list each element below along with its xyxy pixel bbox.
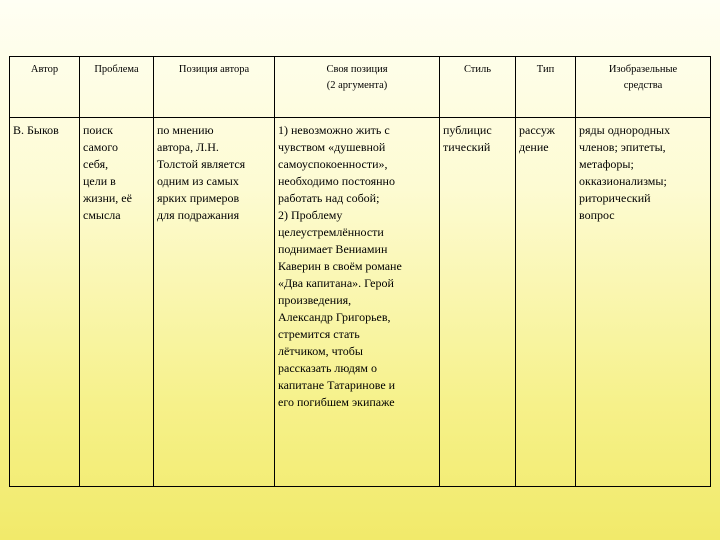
header-row bbox=[10, 57, 711, 118]
cell-means-text: ряды однородных членов; эпитеты, метафоры; окказионализмы; риторический вопрос bbox=[579, 123, 671, 222]
cell-problem bbox=[80, 118, 154, 487]
cell-author bbox=[10, 118, 80, 487]
cell-author-position bbox=[154, 118, 275, 487]
header-author-position bbox=[154, 57, 275, 118]
header-type-label: Тип bbox=[536, 64, 555, 75]
header-author-position-label: Позиция автора bbox=[178, 64, 250, 75]
header-author-label: Автор bbox=[30, 64, 59, 75]
header-means-label: Изобразельные средства bbox=[608, 64, 678, 91]
cell-type-text: рассуж дение bbox=[519, 123, 555, 154]
cell-own-position bbox=[275, 118, 440, 487]
cell-type bbox=[516, 118, 576, 487]
table-header bbox=[10, 57, 711, 118]
header-own-position bbox=[275, 57, 440, 118]
header-type bbox=[516, 57, 576, 118]
header-problem-label: Проблема bbox=[94, 64, 139, 75]
cell-problem-text: поиск самого себя, цели в жизни, её смысла bbox=[83, 123, 132, 222]
header-style bbox=[440, 57, 516, 118]
cell-author-position-text: по мнению автора, Л.Н. Толстой является одним из самых ярких примеров для подражания bbox=[157, 123, 246, 222]
cell-style-text: публицис тический bbox=[443, 123, 492, 154]
header-author bbox=[10, 57, 80, 118]
cell-style bbox=[440, 118, 516, 487]
cell-author-text: В. Быков bbox=[13, 123, 59, 137]
header-means bbox=[576, 57, 711, 118]
cell-own-position-text: 1) невозможно жить с чувством «душевной самоуспокоенности», необходимо постоянно работать над собой; 2) Проблему целеустремлённости поднимает Вениамин Каверин в своём романе «Два капитана». Герой произведения, Александр Григорьев, стремится стать лётчиком, чтобы рассказать людям о капитане Татаринове и его погибшем экипаже bbox=[278, 123, 402, 409]
header-style-label: Стиль bbox=[463, 64, 492, 75]
header-own-position-label: Своя позиция (2 аргумента) bbox=[326, 64, 388, 91]
analysis-table bbox=[9, 56, 711, 487]
table-body bbox=[10, 118, 711, 487]
table-row bbox=[10, 118, 711, 487]
cell-means bbox=[576, 118, 711, 487]
header-problem bbox=[80, 57, 154, 118]
